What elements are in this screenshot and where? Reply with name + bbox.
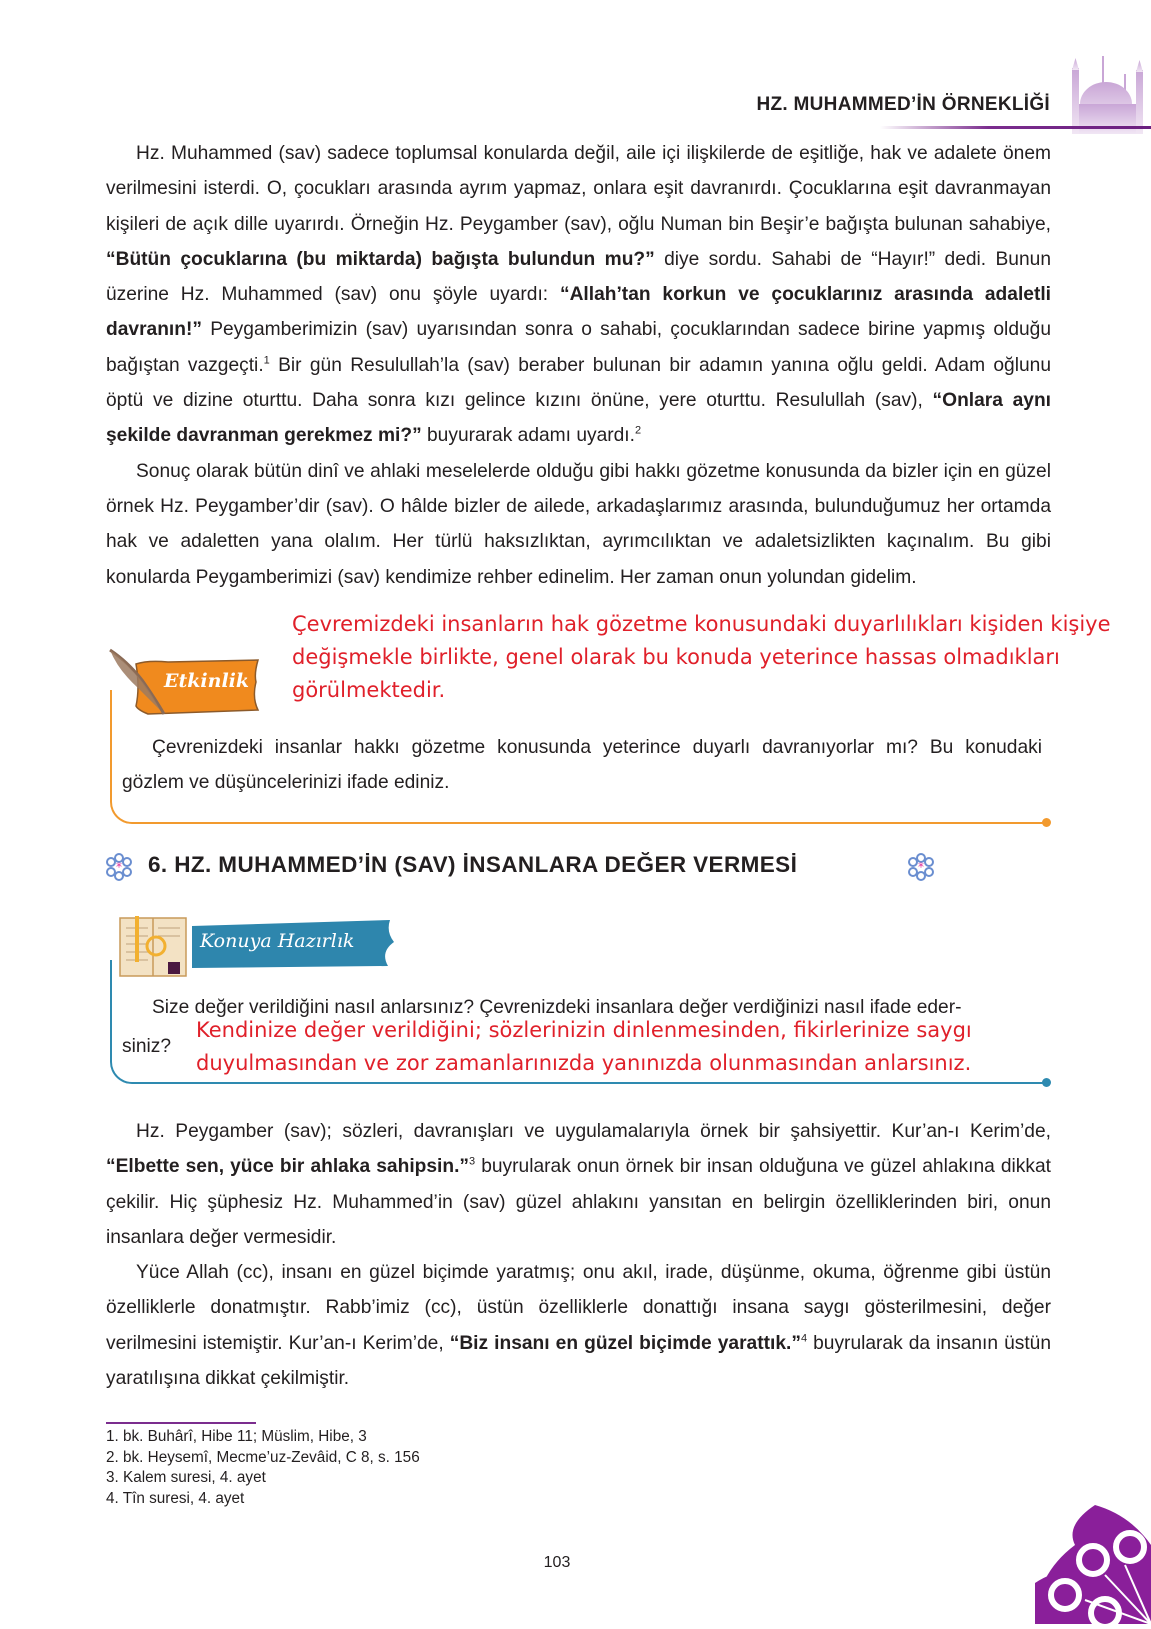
- footnote-item: 1. bk. Buhârî, Hibe 11; Müslim, Hibe, 3: [106, 1428, 367, 1445]
- activity-badge: [108, 648, 264, 720]
- footnote-ref[interactable]: 1: [263, 354, 270, 367]
- intro-text: [106, 136, 1051, 595]
- activity-box-end-dot: [1042, 818, 1051, 827]
- footnote-ref[interactable]: 2: [634, 424, 642, 437]
- corner-flower-ornament-icon: [1035, 1505, 1151, 1624]
- preparation-box-end-dot: [1042, 1078, 1051, 1087]
- flower-ornament-icon: [104, 852, 134, 882]
- quote: “Allah’tan korkun ve çocuklarınız arasında adaletli davranın!”: [106, 284, 1052, 341]
- footnote-ref[interactable]: 4: [800, 1332, 808, 1345]
- footnote-rule: [106, 1422, 256, 1424]
- preparation-badge: [118, 912, 408, 982]
- running-title: HZ. MUHAMMED’İN ÖRNEKLİĞİ: [756, 94, 1050, 115]
- flower-ornament-icon: [906, 852, 936, 882]
- svg-text:*: *: [918, 860, 924, 874]
- preparation-answer: Kendinize değer verildiğini; sözlerinizin dinlenmesinden, fikirlerinize saygı duyulmasından ve zor zamanlarınızda yanınızda olunmasından anlarsınız.: [196, 1018, 972, 1075]
- footnote-item: 2. bk. Heysemî, Mecme’uz-Zevâid, C 8, s. 156: [106, 1448, 420, 1466]
- section-paragraph-2: Yüce Allah (cc), insanı en güzel biçimde yaratmış; onu akıl, irade, düşünme, okuma, öğrenme gibi üstün özelliklerle donatmıştır. Rabb’imiz (cc), üstün özelliklerle donattığı insana saygı gösterilmesini, değer verilmesini istemiştir. Kur’an-ı Kerim’de, “Biz insanı en güzel biçimde yarattık.”$^4$ buyrularak da insanın üstün yaratılışına dikkat çekilmiştir.: [106, 1262, 1052, 1390]
- quote: “Onlara aynı şekilde davranman gerekmez mi?”: [106, 390, 1051, 447]
- mosque-silhouette-icon: [1066, 56, 1151, 134]
- footnote-item: 3. Kalem suresi, 4. ayet: [106, 1469, 266, 1486]
- activity-badge-label: Etkinlik: [164, 670, 250, 692]
- footnote-ref[interactable]: 3: [469, 1155, 476, 1168]
- svg-text:*: *: [116, 860, 122, 874]
- preparation-badge-label: Konuya Hazırlık: [200, 930, 355, 952]
- activity-question: Çevrenizdeki insanlar hakkı gözetme konusunda yeterince duyarlı davranıyorlar mı? Bu konudaki gözlem ve düşüncelerinizi ifade ediniz.: [122, 737, 1042, 793]
- section-title: 6. HZ. MUHAMMED’İN (SAV) İNSANLARA DEĞER VERMESİ: [148, 852, 798, 877]
- preparation-question: Size değer verildiğini nasıl anlarsınız? Çevrenizdeki insanlara değer verdiğinizi nasıl ifade eder- siniz?: [122, 997, 962, 1057]
- header-rule: [880, 126, 1151, 129]
- page-number: 103: [543, 1554, 571, 1571]
- quote: “Bütün çocuklarına (bu miktarda) bağışta bulundun mu?”: [106, 248, 655, 270]
- activity-answer: Çevremizdeki insanların hak gözetme konusundaki duyarlılıkları kişiden kişiye değişmekle birlikte, genel olarak bu konuda yeterince hassas olmadıkları görülmektedir.: [292, 612, 1111, 702]
- section-body: [106, 1114, 1051, 1396]
- quote: “Elbette sen, yüce bir ahlaka sahipsin.”: [106, 1156, 470, 1178]
- quote: “Biz insanı en güzel biçimde yarattık.”: [449, 1332, 801, 1354]
- section-paragraph-1: Hz. Peygamber (sav); sözleri, davranışları ve uygulamalarıyla örnek bir şahsiyettir. Kur’an-ı Kerim’de, “Elbette sen, yüce bir ahlaka sahipsin.”$^3$ buyrularak onun örnek bir insan olduğuna ve güzel ahlakına dikkat çekilir. Hiç şüphesiz Hz. Muhammed’in (sav) güzel ahlakını yansıtan en belirgin özelliklerinden biri, onun insanlara değer vermesidir.: [106, 1121, 1051, 1248]
- intro-paragraph-1: Hz. Muhammed (sav) sadece toplumsal konularda değil, aile içi ilişkilerde de eşitliğe, hak ve adalete önem verilmesini isterdi. O, çocukları arasında ayrım yapmaz, onlara eşit davranırdı. Çocuklarına eşit davranmayan kişileri de açık dille uyarırdı. Örneğin Hz. Peygamber (sav), oğlu Numan bin Beşir’e bağışta bulunan sahabiye, “Bütün çocuklarına (bu miktarda) bağışta bulundun mu?” diye sordu. Sahabi de “Hayır!” dedi. Bunun üzerine Hz. Muhammed (sav) onu şöyle uyardı: “Allah’tan korkun ve çocuklarınız arasında adaletli davranın!” Peygamberimizin (sav) uyarısından sonra o sahabi, çocuklarından sadece birine yapmış olduğu bağıştan vazgeçti.$^1$ Bir gün Resulullah’la (sav) beraber bulunan bir adamın yanına oğlu geldi. Adam oğlunu öptü ve dizine oturttu. Daha sonra kızı gelince kızını önüne, yere oturttu. Resulullah (sav), “Onlara aynı şekilde davranman gerekmez mi?” buyurarak adamı uyardı.$^2$: [106, 143, 1052, 447]
- footnotes: [106, 1427, 420, 1509]
- footnote-item: 4. Tîn suresi, 4. ayet: [106, 1489, 245, 1507]
- intro-paragraph-2: Sonuç olarak bütün dinî ve ahlaki meselelerde olduğu gibi hakkı gözetme konusunda da bizler için en güzel örnek Hz. Peygamber’dir (sav). O hâlde bizler de ailede, arkadaşlarımız arasında, bulunduğumuz her ortamda hak ve adaletten yana olalım. Her türlü haksızlıktan, ayrımcılıktan ve adaletsizlikten kaçınalım. Bu gibi konularda Peygamberimizi (sav) kendimize rehber edinelim. Her zaman onun yolundan gidelim.: [106, 460, 1051, 588]
